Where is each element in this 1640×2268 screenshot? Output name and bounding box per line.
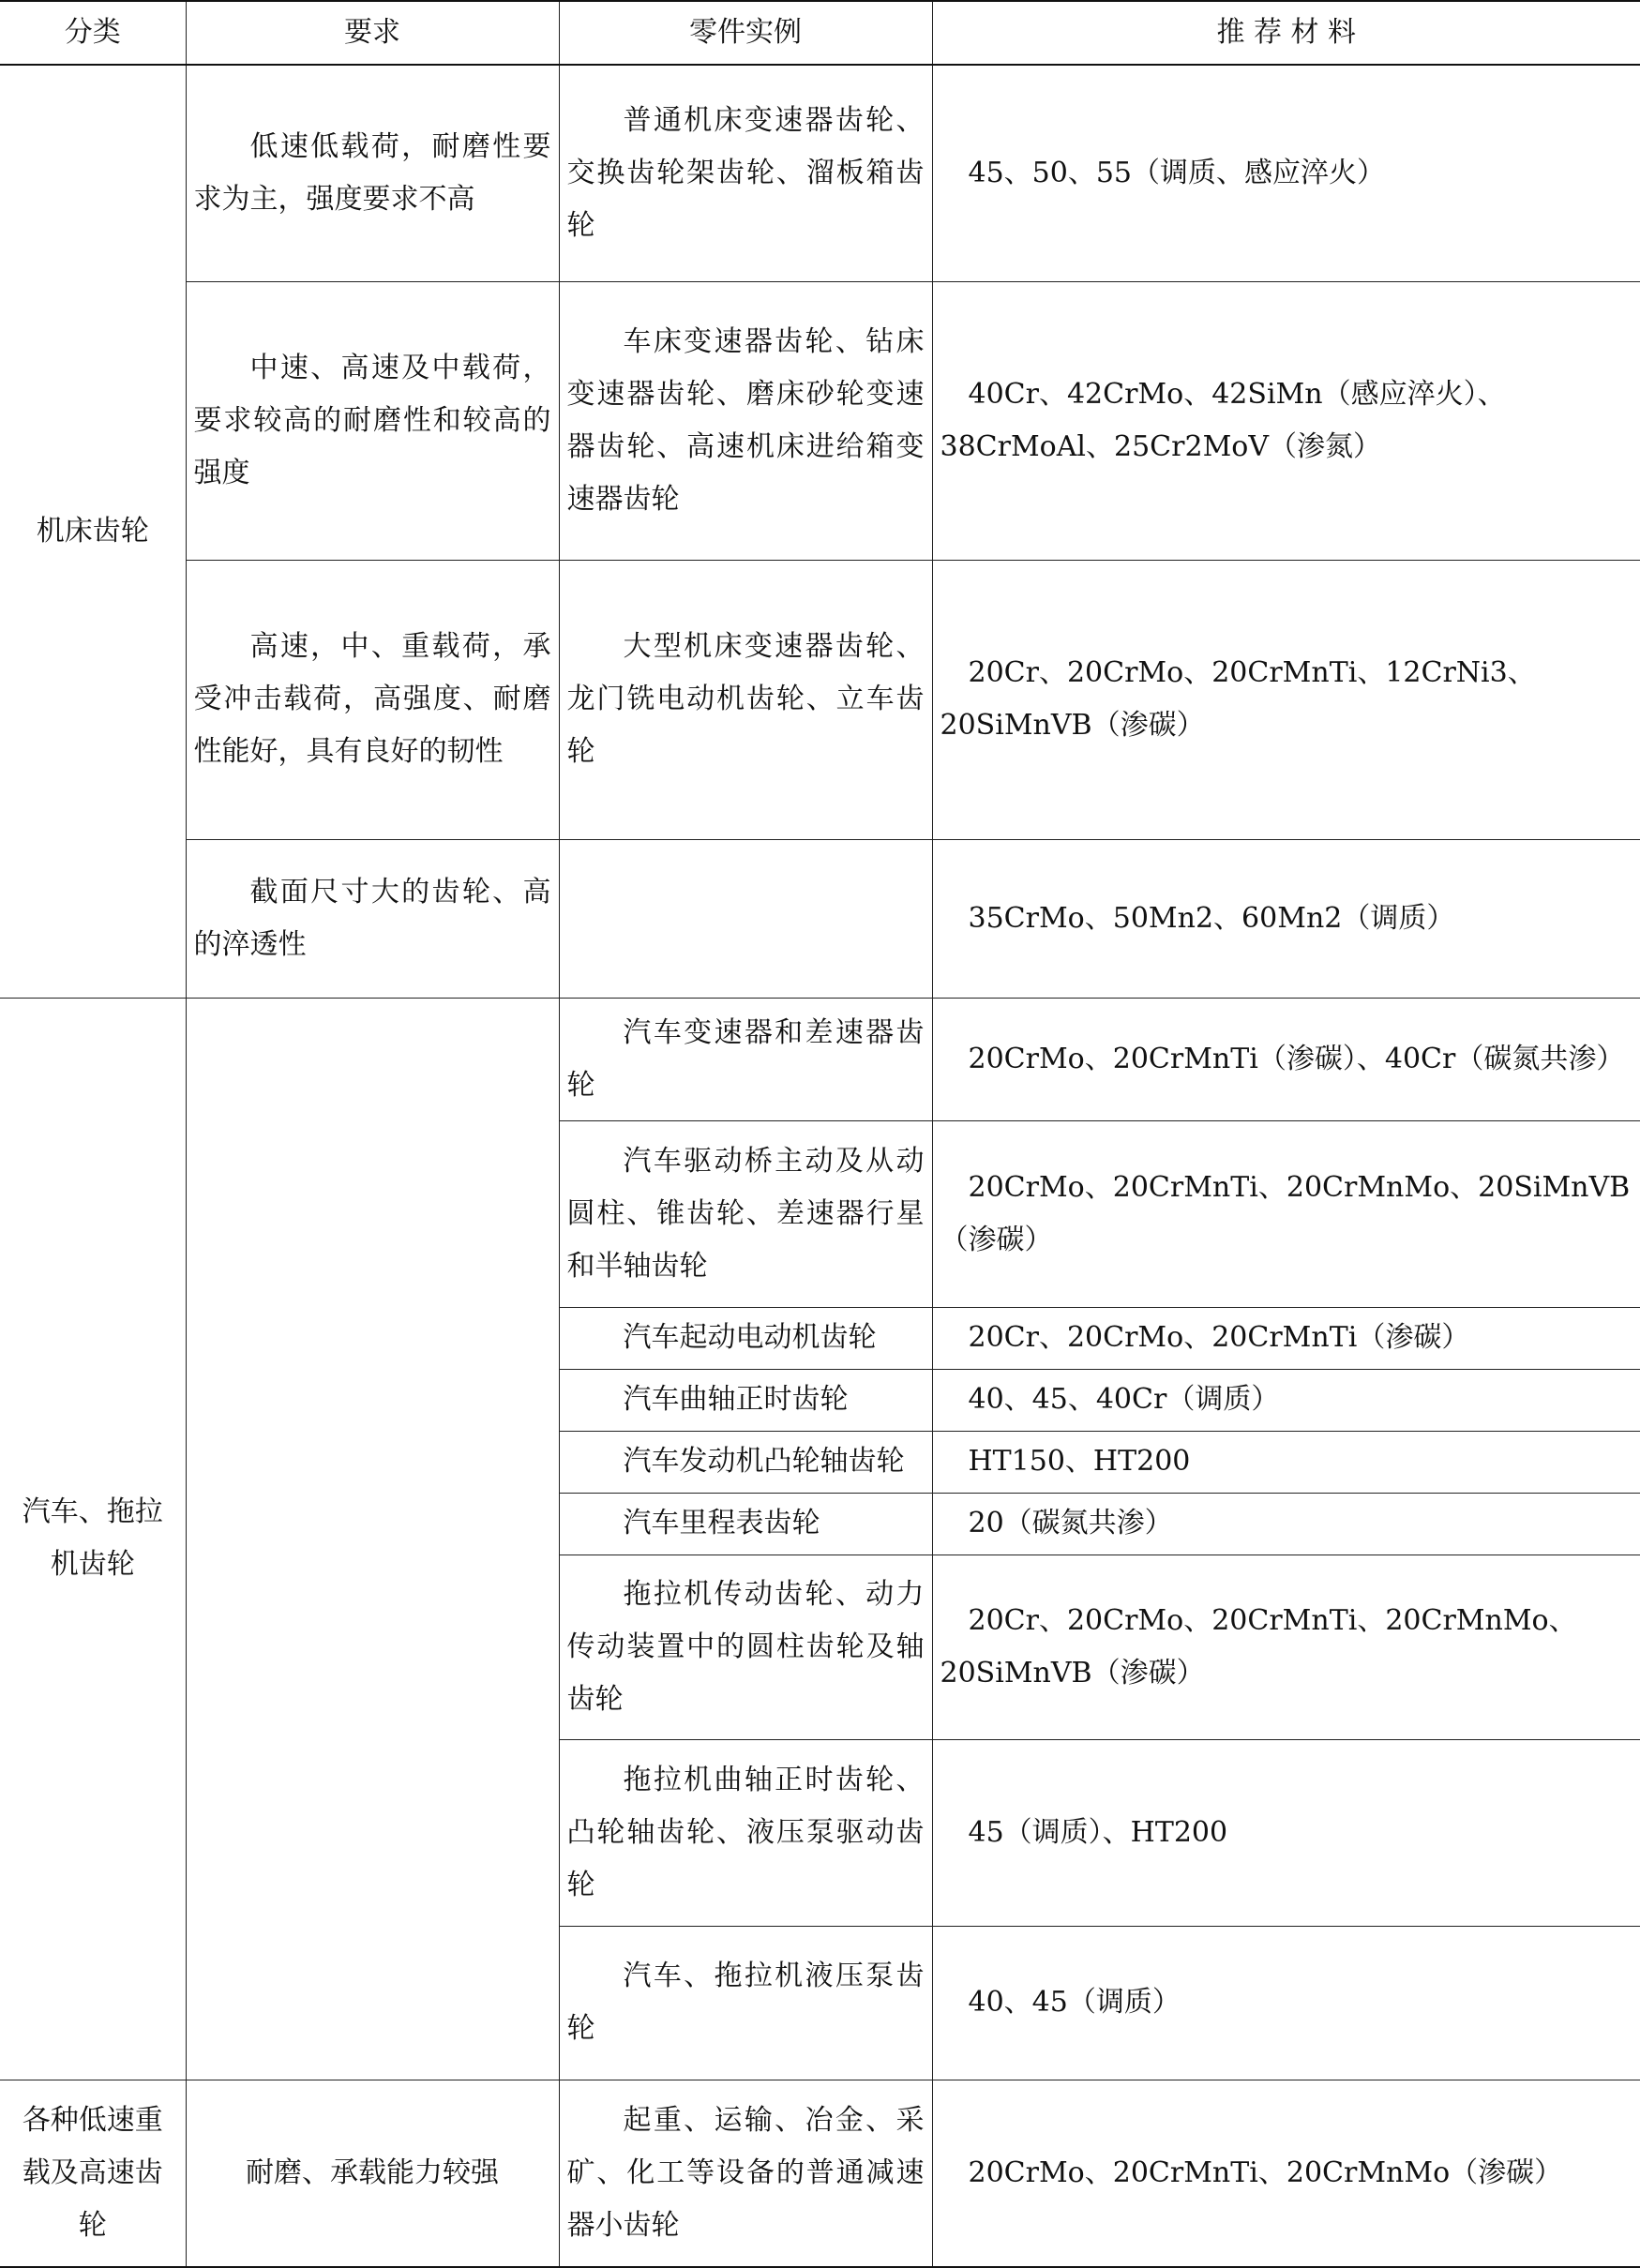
- materials-cell: HT150、HT200: [932, 1431, 1640, 1493]
- part-examples-cell: 汽车曲轴正时齿轮: [559, 1369, 932, 1431]
- part-examples-cell: 车床变速器齿轮、钻床变速器齿轮、磨床砂轮变速器齿轮、高速机床进给箱变速器齿轮: [559, 281, 932, 560]
- part-examples-cell: 汽车发动机凸轮轴齿轮: [559, 1431, 932, 1493]
- materials-cell: 35CrMo、50Mn2、60Mn2（调质）: [932, 839, 1640, 998]
- materials-cell: 20（碳氮共渗）: [932, 1493, 1640, 1555]
- part-examples-cell: 普通机床变速器齿轮、交换齿轮架齿轮、溜板箱齿轮: [559, 65, 932, 281]
- materials-cell: 20CrMo、20CrMnTi、20CrMnMo（渗碳）: [932, 2080, 1640, 2267]
- part-examples-cell: [559, 839, 932, 998]
- part-examples-cell: 汽车、拖拉机液压泵齿轮: [559, 1926, 932, 2080]
- category-cell: 机床齿轮: [0, 65, 186, 998]
- materials-cell: 20Cr、20CrMo、20CrMnTi、12CrNi3、20SiMnVB（渗碳）: [932, 560, 1640, 839]
- part-examples-cell: 汽车里程表齿轮: [559, 1493, 932, 1555]
- requirement-cell: 低速低载荷，耐磨性要求为主，强度要求不高: [186, 65, 559, 281]
- materials-cell: 40Cr、42CrMo、42SiMn（感应淬火）、38CrMoAl、25Cr2MoV（渗氮）: [932, 281, 1640, 560]
- requirement-cell: 高速，中、重载荷，承受冲击载荷，高强度、耐磨性能好，具有良好的韧性: [186, 560, 559, 839]
- part-examples-cell: 拖拉机曲轴正时齿轮、凸轮轴齿轮、液压泵驱动齿轮: [559, 1739, 932, 1926]
- materials-cell: 20CrMo、20CrMnTi（渗碳）、40Cr（碳氮共渗）: [932, 998, 1640, 1120]
- header-row: [0, 1, 1640, 65]
- part-examples-cell: 汽车驱动桥主动及从动圆柱、锥齿轮、差速器行星和半轴齿轮: [559, 1120, 932, 1307]
- materials-cell: 45、50、55（调质、感应淬火）: [932, 65, 1640, 281]
- materials-cell: 20CrMo、20CrMnTi、20CrMnMo、20SiMnVB（渗碳）: [932, 1120, 1640, 1307]
- requirement-cell: 中速、高速及中载荷，要求较高的耐磨性和较高的强度: [186, 281, 559, 560]
- table-row: [0, 560, 1640, 839]
- header-requirement: 要求: [186, 1, 559, 65]
- materials-cell: 40、45（调质）: [932, 1926, 1640, 2080]
- part-examples-cell: 汽车变速器和差速器齿轮: [559, 998, 932, 1120]
- header-part-examples: 零件实例: [559, 1, 932, 65]
- header-materials: 推 荐 材 料: [932, 1, 1640, 65]
- requirement-cell: 截面尺寸大的齿轮、高的淬透性: [186, 839, 559, 998]
- header-category: 分类: [0, 1, 186, 65]
- category-cell: 汽车、拖拉机齿轮: [0, 998, 186, 2080]
- table-row: [0, 65, 1640, 281]
- materials-cell: 20Cr、20CrMo、20CrMnTi（渗碳）: [932, 1307, 1640, 1369]
- part-examples-cell: 起重、运输、冶金、采矿、化工等设备的普通减速器小齿轮: [559, 2080, 932, 2267]
- part-examples-cell: 拖拉机传动齿轮、动力传动装置中的圆柱齿轮及轴齿轮: [559, 1555, 932, 1739]
- materials-cell: 40、45、40Cr（调质）: [932, 1369, 1640, 1431]
- requirement-cell: [186, 998, 559, 2080]
- table-row: [0, 281, 1640, 560]
- category-cell: 各种低速重载及高速齿轮: [0, 2080, 186, 2267]
- materials-cell: 45（调质）、HT200: [932, 1739, 1640, 1926]
- requirement-cell: 耐磨、承载能力较强: [186, 2080, 559, 2267]
- part-examples-cell: 大型机床变速器齿轮、龙门铣电动机齿轮、立车齿轮: [559, 560, 932, 839]
- materials-cell: 20Cr、20CrMo、20CrMnTi、20CrMnMo、20SiMnVB（渗碳）: [932, 1555, 1640, 1739]
- part-examples-cell: 汽车起动电动机齿轮: [559, 1307, 932, 1369]
- table-row: [0, 2080, 1640, 2267]
- table-row: [0, 839, 1640, 998]
- table-row: [0, 998, 1640, 1120]
